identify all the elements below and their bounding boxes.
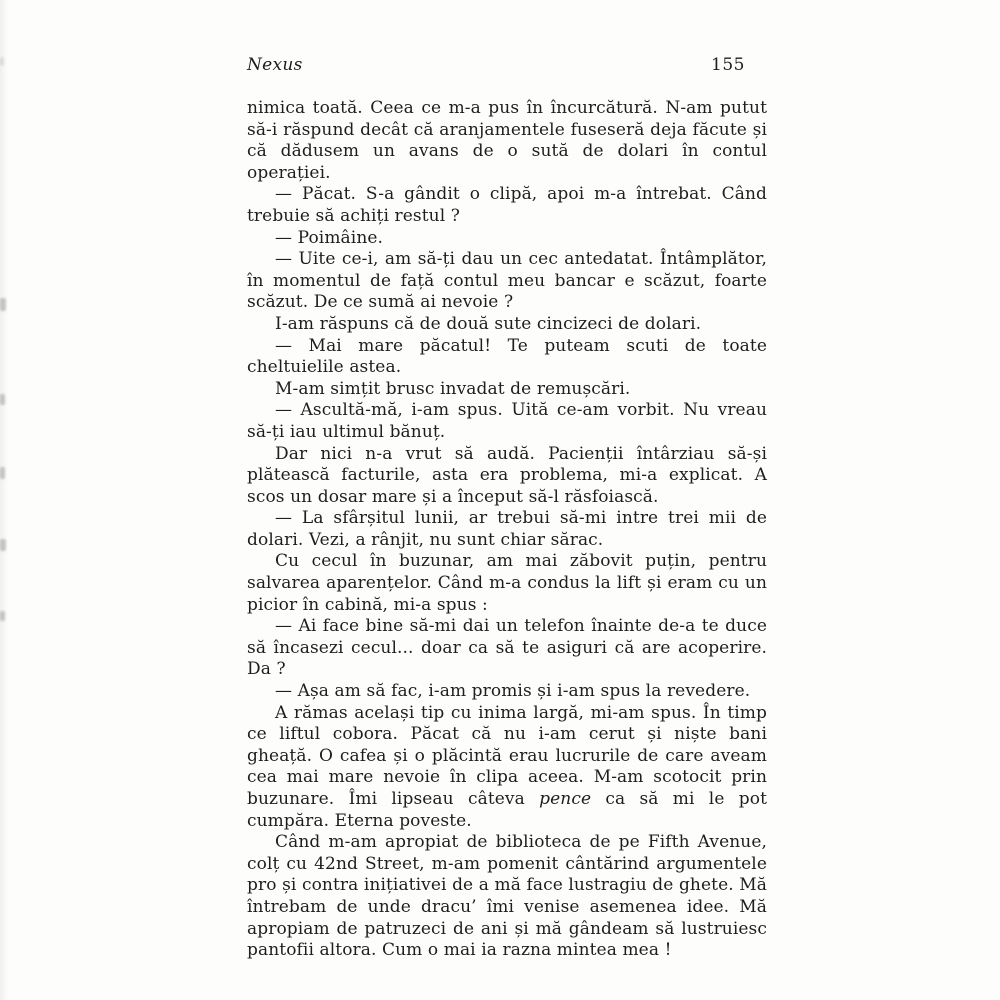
- paragraph: [247, 400, 767, 443]
- page-content: [247, 55, 767, 962]
- text-segment: Când m-am apropiat de biblioteca de pe Fifth Avenue, colț cu 42nd Street, m-am pomenit cântărind argumentele pro și contra inițiativei de a mă face lustragiu de ghete. Mă întrebam de unde dracu’ îmi venise asemenea idee. Mă apropiam de patruzeci de ani și mă gândeam să lustruiesc pantofii altora. Cum o mai ia razna mintea mea !: [247, 832, 767, 961]
- scan-artifact: [0, 57, 4, 66]
- paragraph: [247, 379, 767, 401]
- text-segment: — Așa am să fac, i-am promis și i-am spus la revedere.: [275, 681, 751, 702]
- scan-artifact: [0, 467, 5, 479]
- paragraph: [247, 703, 767, 833]
- running-title: Nexus: [247, 55, 303, 75]
- running-header: [247, 55, 767, 75]
- paragraph: [247, 336, 767, 379]
- page-number: 155: [711, 55, 745, 75]
- paragraph: [247, 832, 767, 962]
- text-segment: — Păcat. S-a gândit o clipă, apoi m-a întrebat. Când trebuie să achiți restul ?: [247, 184, 767, 226]
- text-segment: — Poimâine.: [275, 227, 384, 248]
- text-segment: — Ascultă-mă, i-am spus. Uită ce-am vorbit. Nu vreau să-ți iau ultimul bănuț.: [247, 400, 767, 442]
- paragraph: [247, 98, 767, 184]
- text-segment: nimica toată. Ceea ce m-a pus în încurcătură. N-am putut să-i răspund decât că aranjamentele fuseseră deja făcute și că dădusem un avans de o sută de dolari în contul operației.: [247, 98, 767, 183]
- text-segment: M-am simțit brusc invadat de remușcări.: [275, 378, 631, 399]
- paragraph: [247, 228, 767, 250]
- paragraph: [247, 314, 767, 336]
- text-segment: — Uite ce-i, am să-ți dau un cec antedatat. Întâmplător, în momentul de față contul meu bancar e scăzut, foarte scăzut. De ce sumă ai nevoie ?: [247, 249, 767, 313]
- scan-edge-shade: [0, 0, 8, 1000]
- text-segment: A rămas același tip cu inima largă, mi-am spus. În timp ce liftul cobora. Păcat că nu i-am cerut și niște bani gheață. O cafea și o plăcintă erau lucrurile de care aveam cea mai mare nevoie în clipa aceea. M-am scotocit prin buzunare. Îmi lipseau câteva: [247, 702, 767, 809]
- paragraph: [247, 249, 767, 314]
- text-segment: — La sfârșitul lunii, ar trebui să-mi intre trei mii de dolari. Vezi, a rânjit, nu sunt chiar sărac.: [247, 508, 767, 550]
- scan-artifact: [0, 539, 6, 551]
- paragraph: [247, 444, 767, 509]
- text-segment: ca să mi le pot cumpăra. Eterna poveste.: [247, 789, 767, 831]
- text-segment: — Ai face bine să-mi dai un telefon înainte de-a te duce să încasezi cecul... doar ca să te asiguri că are acoperire. Da ?: [247, 616, 767, 680]
- text-segment: Dar nici n-a vrut să audă. Pacienții întârziau să-și plătească facturile, asta era problema, mi-a explicat. A scos un dosar mare și a început să-l răsfoiască.: [247, 443, 767, 507]
- scan-artifact: [0, 394, 5, 405]
- italic-text-segment: pence: [539, 789, 592, 809]
- paragraph: [247, 184, 767, 227]
- paragraph: [247, 616, 767, 681]
- scan-artifact: [0, 298, 6, 311]
- text-segment: I-am răspuns că de două sute cincizeci de dolari.: [275, 313, 702, 334]
- text-block: [247, 98, 767, 962]
- paragraph: [247, 508, 767, 551]
- paragraph: [247, 551, 767, 616]
- scan-artifact: [0, 611, 5, 621]
- text-segment: — Mai mare păcatul! Te puteam scuti de toate cheltuielile astea.: [247, 335, 767, 378]
- text-segment: Cu cecul în buzunar, am mai zăbovit puțin, pentru salvarea aparențelor. Când m-a condus la lift și eram cu un picior în cabină, mi-a spus :: [247, 551, 767, 615]
- paragraph: [247, 681, 767, 703]
